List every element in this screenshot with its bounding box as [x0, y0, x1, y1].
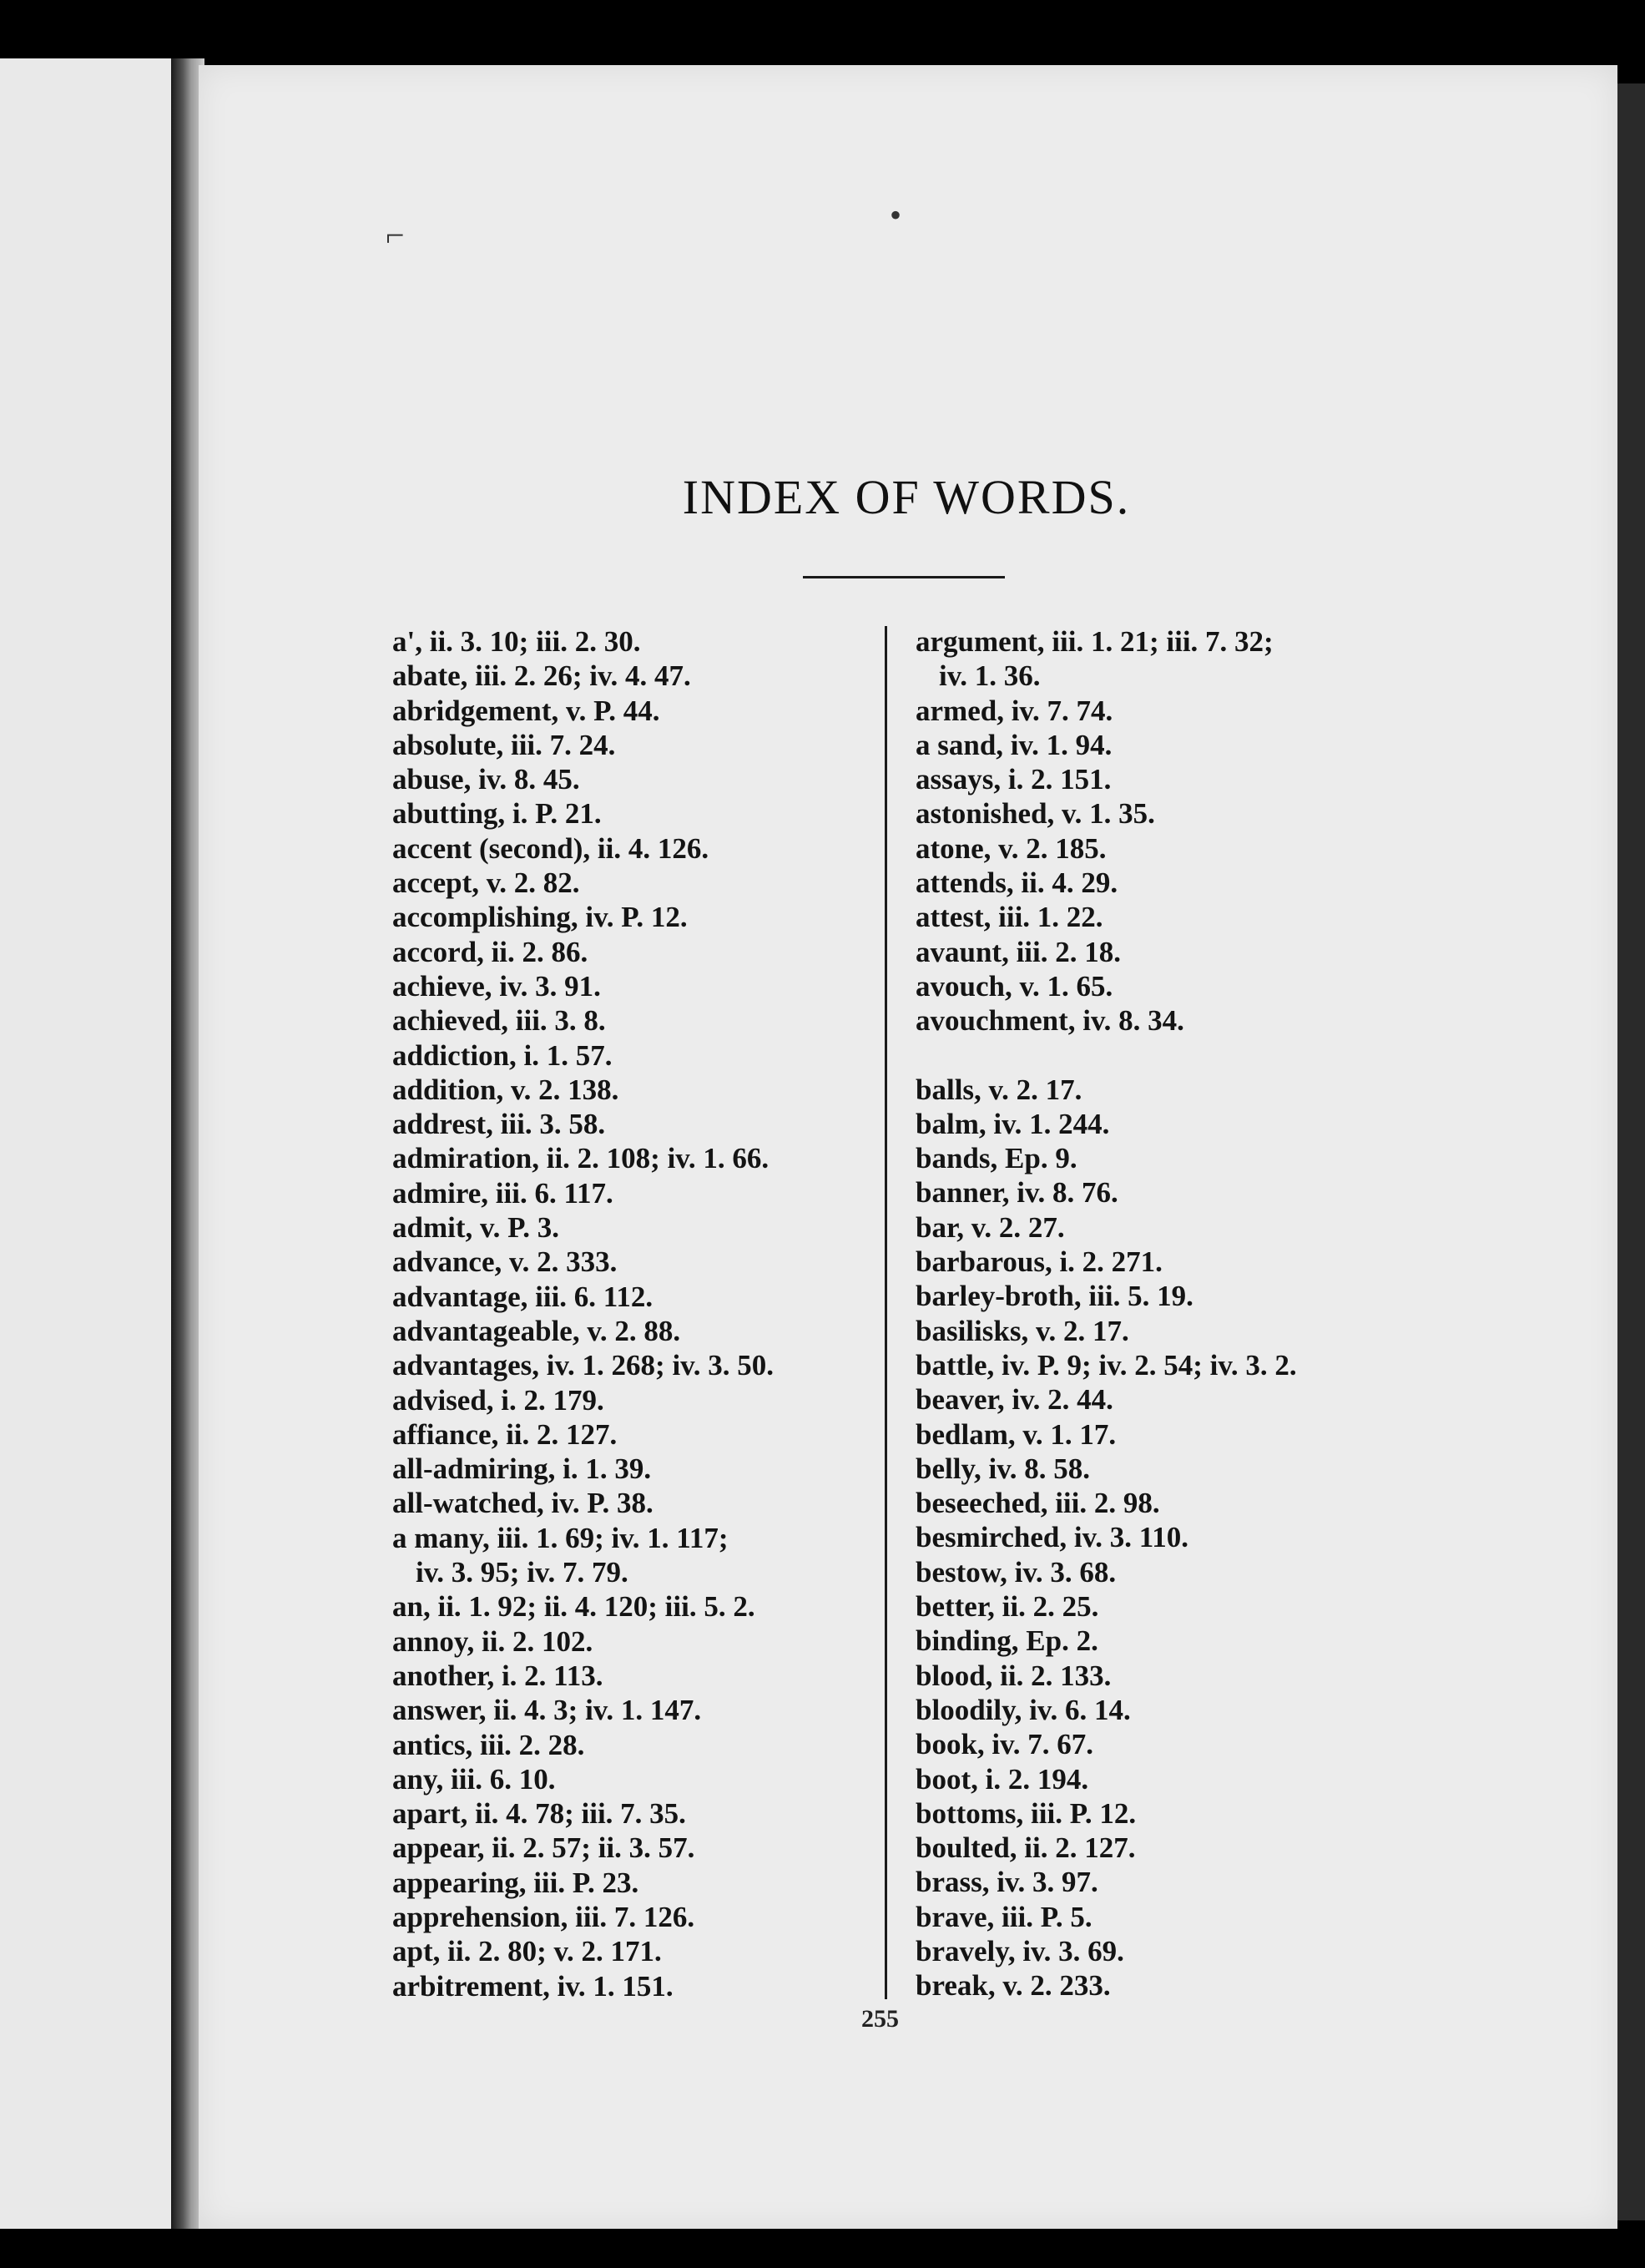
index-entry: break, v. 2. 233. — [916, 1969, 1111, 2003]
index-entry: besmirched, iv. 3. 110. — [916, 1521, 1189, 1554]
index-entry: iv. 3. 95; iv. 7. 79. — [416, 1556, 628, 1589]
index-entry: battle, iv. P. 9; iv. 2. 54; iv. 3. 2. — [916, 1348, 1297, 1382]
index-entry: brave, iii. P. 5. — [916, 1900, 1092, 1933]
index-entry: another, i. 2. 113. — [392, 1659, 603, 1692]
index-entry: accomplishing, iv. P. 12. — [392, 901, 688, 934]
index-entry: annoy, ii. 2. 102. — [392, 1624, 593, 1658]
index-entry: attest, iii. 1. 22. — [916, 901, 1103, 934]
index-entry: apart, ii. 4. 78; iii. 7. 35. — [392, 1797, 686, 1831]
index-entry: bestow, iv. 3. 68. — [916, 1555, 1117, 1589]
index-entry: advised, i. 2. 179. — [392, 1383, 604, 1417]
index-entry: abutting, i. P. 21. — [392, 797, 602, 831]
index-entry: better, ii. 2. 25. — [916, 1590, 1099, 1624]
column-divider — [885, 626, 887, 1999]
index-entry: accept, v. 2. 82. — [392, 866, 580, 900]
section-gap — [916, 1038, 1450, 1073]
index-entry: achieve, iv. 3. 91. — [392, 969, 601, 1003]
ink-mark: ⌐ — [386, 216, 405, 254]
index-entry: attends, ii. 4. 29. — [916, 866, 1118, 900]
index-entry: appear, ii. 2. 57; ii. 3. 57. — [392, 1831, 695, 1865]
index-entry: banner, iv. 8. 76. — [916, 1176, 1118, 1210]
index-entry: beaver, iv. 2. 44. — [916, 1383, 1113, 1417]
index-entry: addiction, i. 1. 57. — [392, 1038, 613, 1072]
index-entry: admire, iii. 6. 117. — [392, 1176, 613, 1210]
index-entry: bedlam, v. 1. 17. — [916, 1417, 1117, 1451]
index-entry: advance, v. 2. 333. — [392, 1245, 618, 1279]
index-entry: all-watched, iv. P. 38. — [392, 1487, 653, 1520]
index-entry: advantages, iv. 1. 268; iv. 3. 50. — [392, 1349, 774, 1382]
index-entry: a sand, iv. 1. 94. — [916, 728, 1113, 761]
index-entry: binding, Ep. 2. — [916, 1624, 1098, 1658]
page-right-edge — [1617, 83, 1645, 2220]
index-entry: balm, iv. 1. 244. — [916, 1107, 1110, 1140]
index-entry: antics, iii. 2. 28. — [392, 1728, 585, 1761]
index-entry: arbitrement, iv. 1. 151. — [392, 1969, 674, 2003]
index-entry: book, iv. 7. 67. — [916, 1728, 1093, 1761]
index-entry: astonished, v. 1. 35. — [916, 797, 1155, 831]
index-entry: assays, i. 2. 151. — [916, 763, 1112, 796]
index-entry: boulted, ii. 2. 127. — [916, 1831, 1136, 1865]
index-entry: atone, v. 2. 185. — [916, 831, 1107, 865]
index-entry: accord, ii. 2. 86. — [392, 935, 588, 968]
index-entry: balls, v. 2. 17. — [916, 1073, 1082, 1106]
index-entry: an, ii. 1. 92; ii. 4. 120; iii. 5. 2. — [392, 1590, 755, 1624]
title-rule — [803, 576, 1005, 578]
index-column-right — [916, 624, 1450, 2003]
index-entry: advantage, iii. 6. 112. — [392, 1280, 653, 1313]
index-entry: abuse, iv. 8. 45. — [392, 763, 580, 796]
index-entry: affiance, ii. 2. 127. — [392, 1417, 618, 1451]
index-entry: all-admiring, i. 1. 39. — [392, 1452, 652, 1486]
index-entry: bottoms, iii. P. 12. — [916, 1796, 1137, 1830]
index-entry: armed, iv. 7. 74. — [916, 694, 1113, 727]
index-entry: brass, iv. 3. 97. — [916, 1866, 1098, 1899]
index-entry: apprehension, iii. 7. 126. — [392, 1900, 695, 1933]
index-entry: abridgement, v. P. 44. — [392, 694, 660, 727]
index-entry: abate, iii. 2. 26; iv. 4. 47. — [392, 659, 691, 693]
index-entry: admit, v. P. 3. — [392, 1211, 559, 1245]
index-entry: bloodily, iv. 6. 14. — [916, 1693, 1131, 1726]
index-entry: advantageable, v. 2. 88. — [392, 1314, 681, 1347]
index-entry: answer, ii. 4. 3; iv. 1. 147. — [392, 1694, 702, 1727]
index-column-left — [392, 624, 876, 2003]
index-entry: argument, iii. 1. 21; iii. 7. 32; — [916, 625, 1274, 658]
index-entry: bravely, iv. 3. 69. — [916, 1934, 1124, 1967]
index-entry: beseeched, iii. 2. 98. — [916, 1487, 1160, 1520]
index-entry: a', ii. 3. 10; iii. 2. 30. — [392, 625, 641, 658]
page-number: 255 — [861, 2005, 899, 2033]
index-entry: bar, v. 2. 27. — [916, 1210, 1065, 1244]
index-entry: any, iii. 6. 10. — [392, 1762, 556, 1796]
index-entry: appearing, iii. P. 23. — [392, 1866, 639, 1899]
index-entry: apt, ii. 2. 80; v. 2. 171. — [392, 1935, 662, 1968]
index-entry: avaunt, iii. 2. 18. — [916, 935, 1122, 968]
index-entry: absolute, iii. 7. 24. — [392, 728, 616, 761]
index-entry: iv. 1. 36. — [939, 659, 1041, 693]
facing-page-edge — [0, 58, 175, 2229]
index-entry: barbarous, i. 2. 271. — [916, 1245, 1163, 1279]
index-entry: avouch, v. 1. 65. — [916, 969, 1113, 1003]
index-entry: belly, iv. 8. 58. — [916, 1452, 1091, 1485]
index-entry: boot, i. 2. 194. — [916, 1762, 1089, 1796]
index-entry: accent (second), ii. 4. 126. — [392, 831, 709, 865]
index-entry: basilisks, v. 2. 17. — [916, 1314, 1129, 1347]
index-entry: addition, v. 2. 138. — [392, 1073, 619, 1106]
index-entry: barley-broth, iii. 5. 19. — [916, 1280, 1193, 1313]
index-entry: a many, iii. 1. 69; iv. 1. 117; — [392, 1521, 729, 1554]
page-title: INDEX OF WORDS. — [682, 470, 1131, 524]
index-entry: achieved, iii. 3. 8. — [392, 1004, 606, 1038]
index-entry: bands, Ep. 9. — [916, 1142, 1077, 1175]
index-entry: addrest, iii. 3. 58. — [392, 1108, 606, 1141]
ink-dot: • — [890, 196, 902, 234]
index-entry: admiration, ii. 2. 108; iv. 1. 66. — [392, 1142, 770, 1175]
index-entry: avouchment, iv. 8. 34. — [916, 1004, 1184, 1038]
index-entry: blood, ii. 2. 133. — [916, 1659, 1112, 1692]
